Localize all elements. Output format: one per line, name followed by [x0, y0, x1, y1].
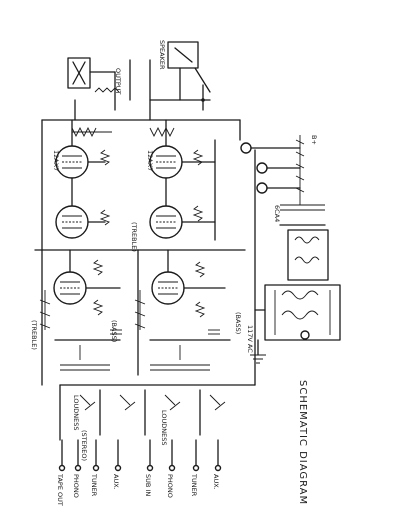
label-tube-v1: 12AX7	[52, 150, 60, 172]
tone-controls	[30, 222, 242, 370]
output-section	[68, 40, 210, 136]
label-speaker: SPEAKER	[158, 40, 166, 70]
tube-v1	[52, 120, 109, 238]
label-input-aux-r: AUX.	[212, 474, 220, 490]
tube-v2	[146, 120, 215, 240]
document-title: SCHEMATIC DIAGRAM	[297, 380, 308, 506]
label-left-treble: (TREBLE)	[30, 320, 38, 350]
label-input-phono-l: PHONO	[72, 474, 80, 498]
label-tube-v2: 12AX7	[146, 150, 154, 172]
supply-rails	[35, 120, 255, 385]
label-stereo: (STEREO)	[80, 430, 88, 462]
label-input-tuner-r: TUNER	[190, 474, 198, 497]
label-output: OUTPUT	[114, 68, 122, 95]
label-right-treble: (TREBLE)	[130, 222, 138, 252]
label-input-aux-l: AUX.	[112, 474, 120, 490]
label-right-bass: (BASS)	[234, 312, 242, 335]
label-input-tuner-l: TUNER	[90, 474, 98, 497]
tube-v4	[152, 250, 225, 334]
selector-switches	[60, 385, 225, 461]
input-jacks-right	[144, 440, 221, 498]
label-input-tape-out: TAPE OUT	[56, 474, 64, 506]
label-left-bass: (BASS)	[110, 320, 118, 343]
power-supply	[241, 135, 328, 280]
label-right-loudness: LOUDNESS	[160, 410, 168, 446]
label-left-loudness: LOUDNESS	[72, 395, 80, 431]
power-transformer	[246, 285, 340, 363]
label-input-phono-r: PHONO	[166, 474, 174, 498]
label-input-sub-in: SUB IN	[144, 474, 152, 497]
label-line: 117V AC	[246, 325, 254, 353]
label-b-plus: B+	[310, 135, 318, 145]
label-tube-rectifier: 6CA4	[273, 205, 281, 223]
